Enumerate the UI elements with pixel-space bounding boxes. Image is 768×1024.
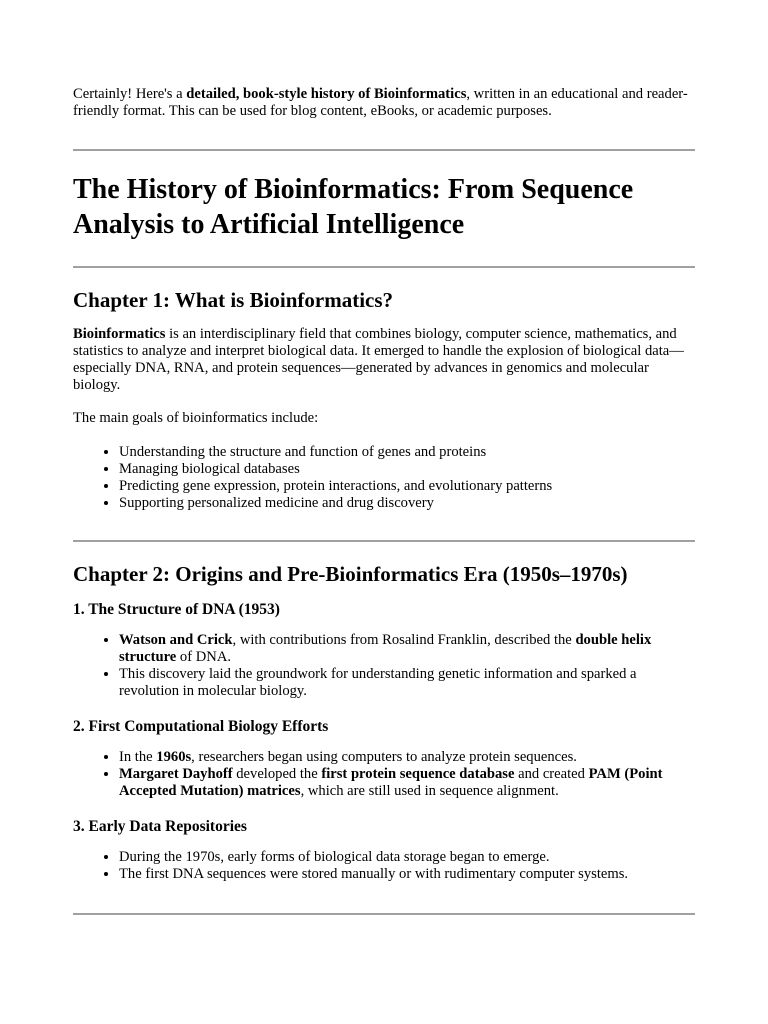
watson-crick-term: Watson and Crick	[119, 632, 233, 648]
section-2-heading: 2. First Computational Biology Efforts	[73, 718, 329, 735]
intro-paragraph	[73, 86, 695, 120]
double-helix-term: double helix structure	[119, 632, 652, 665]
list-item: • Supporting personalized medicine and drug discovery	[119, 495, 695, 512]
bioinformatics-term: Bioinformatics	[73, 326, 166, 342]
intro-bold-1: detailed, book-style history of Bioinformatics	[186, 86, 467, 102]
chapter-2-heading: Chapter 2: Origins and Pre-Bioinformatics Era (1950s–1970s)	[73, 562, 628, 586]
intro-text-2: , written in an educational and reader-friendly format. This can be used for blog content, eBooks, or academic purposes.	[73, 86, 688, 119]
list-item	[119, 766, 695, 800]
list-item: • During the 1970s, early forms of biological data storage began to emerge.	[119, 849, 695, 866]
section-3-list	[73, 849, 695, 883]
document-page	[73, 86, 695, 915]
list-item-text: , which are still used in sequence alignment.	[300, 783, 559, 799]
1960s-term: 1960s	[156, 749, 192, 765]
list-item: • Understanding the structure and function of genes and proteins	[119, 444, 695, 461]
list-item: • Predicting gene expression, protein interactions, and evolutionary patterns	[119, 478, 695, 495]
goals-intro: The main goals of bioinformatics include:	[73, 410, 319, 426]
list-item: • The first DNA sequences were stored manually or with rudimentary computer systems.	[119, 866, 695, 883]
list-item-text: of DNA.	[176, 649, 232, 665]
goals-list	[73, 444, 695, 512]
list-item	[119, 749, 695, 766]
list-item-text: and created	[514, 766, 589, 782]
chapter-1-heading: Chapter 1: What is Bioinformatics?	[73, 288, 394, 312]
margaret-dayhoff-term: Margaret Dayhoff	[119, 766, 233, 782]
chapter-1-paragraph-text: is an interdisciplinary field that combines biology, computer science, mathematics, and statistics to analyze and interpret biological data. It emerged to handle the explosion of biological data—especially DNA, RNA, and protein sequences—generated by advances in genomics and molecular biology.	[73, 326, 684, 393]
document-title: The History of Bioinformatics: From Sequence Analysis to Artificial Intelligence	[73, 174, 634, 240]
section-1-list	[73, 632, 695, 700]
list-item-text: In the	[119, 749, 157, 765]
divider-2	[73, 266, 695, 268]
intro-text-1: Certainly! Here's a	[73, 86, 187, 102]
divider-1	[73, 149, 695, 151]
protein-database-term: first protein sequence database	[321, 766, 515, 782]
list-item-text: , researchers began using computers to analyze protein sequences.	[191, 749, 577, 765]
divider-4	[73, 913, 695, 915]
list-item-text: developed the	[232, 766, 322, 782]
list-item: • Managing biological databases	[119, 461, 695, 478]
section-1-heading: 1. The Structure of DNA (1953)	[73, 601, 280, 618]
section-2-list	[73, 749, 695, 800]
pam-term: PAM (Point Accepted Mutation) matrices	[119, 766, 663, 799]
list-item: • This discovery laid the groundwork for understanding genetic information and sparked a revolution in molecular biology.	[119, 666, 695, 700]
chapter-1-paragraph	[73, 326, 695, 394]
section-3-heading: 3. Early Data Repositories	[73, 818, 247, 835]
list-item-text: , with contributions from Rosalind Franklin, described the	[232, 632, 576, 648]
divider-3	[73, 540, 695, 542]
list-item	[119, 632, 695, 666]
